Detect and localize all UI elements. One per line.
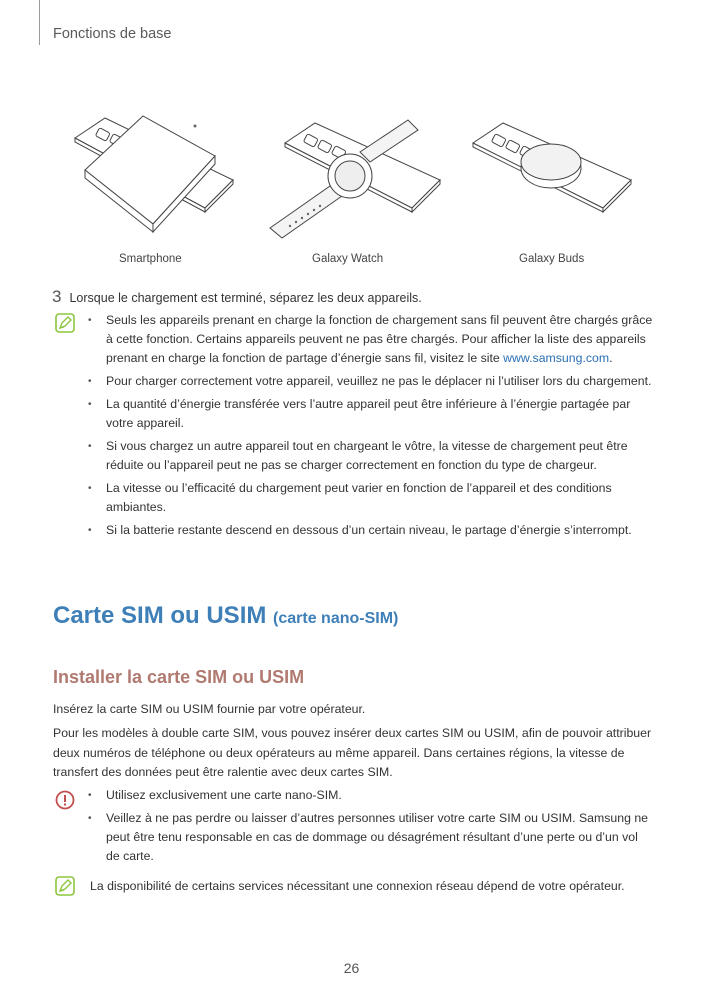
list-item: • Si la batterie restante descend en dessous d’un certain niveau, le partage d’énergie s’interrompt.: [88, 521, 653, 540]
step-number: 3: [52, 287, 62, 306]
figure-smartphone: [55, 98, 245, 265]
section-title-sub: (carte nano-SIM): [273, 610, 399, 627]
note-icon: [55, 313, 75, 333]
warnings-list: [88, 786, 653, 870]
list-item: • Pour charger correctement votre appareil, veuillez ne pas le déplacer ni l’utiliser lors du chargement.: [88, 372, 653, 391]
figure-galaxy-watch: [260, 98, 450, 265]
figure-caption-galaxy-buds: Galaxy Buds: [519, 253, 585, 265]
paragraph-dual-sim: [53, 724, 653, 783]
paragraph-text: Pour les modèles à double carte SIM, vous pouvez insérer deux cartes SIM ou USIM, afin de pouvoir attribuer deux numéros de téléphone ou deux opérateurs au même appareil. Dans certaines régions, la vitesse de transfert des données peut être ralentie avec deux cartes SIM.: [53, 726, 652, 779]
step-3: [52, 287, 422, 307]
page-number: 26: [343, 960, 360, 976]
buds-charging-illustration: [463, 98, 653, 248]
illustrations: [55, 98, 653, 273]
section-title: [53, 602, 398, 630]
header-title: Fonctions de base: [53, 26, 172, 42]
watch-charging-illustration: [260, 98, 450, 248]
list-item: • La vitesse ou l’efficacité du chargement peut varier en fonction de l’appareil et des conditions ambiantes.: [88, 479, 653, 517]
figure-caption-galaxy-watch: Galaxy Watch: [312, 253, 384, 265]
figure-caption-smartphone: Smartphone: [119, 253, 182, 265]
smartphone-charging-illustration: [55, 98, 245, 248]
list-item: • Si vous chargez un autre appareil tout en chargeant le vôtre, la vitesse de chargement peut être réduite ou l’appareil peut ne pas se charger correctement en fonction du type de chargeur.: [88, 437, 653, 475]
note-icon: [55, 876, 75, 896]
list-item: • Veillez à ne pas perdre ou laisser d’autres personnes utiliser votre carte SIM ou USIM. Samsung ne peut être tenu responsable en cas de dommage ou désagrément résultant d’une perte ou d’un vol de carte.: [88, 809, 653, 866]
step-text: Lorsque le chargement est terminé, séparez les deux appareils.: [69, 291, 422, 305]
header-rule: [39, 0, 40, 45]
notes-list: [88, 311, 653, 544]
subsection-title: Installer la carte SIM ou USIM: [53, 667, 305, 687]
samsung-link[interactable]: www.samsung.com: [503, 351, 610, 365]
list-item: • Utilisez exclusivement une carte nano-SIM.: [88, 786, 653, 805]
paragraph-text: Insérez la carte SIM ou USIM fournie par votre opérateur.: [53, 702, 366, 716]
note-network: La disponibilité de certains services nécessitant une connexion réseau dépend de votre opérateur.: [90, 879, 625, 893]
warning-icon: [55, 790, 75, 810]
list-item: • La quantité d’énergie transférée vers l’autre appareil peut être inférieure à l’énergie partagée par votre appareil.: [88, 395, 653, 433]
paragraph-insert: [53, 700, 653, 720]
figure-galaxy-buds: [463, 98, 653, 265]
list-item: • Seuls les appareils prenant en charge la fonction de chargement sans fil peuvent être chargés grâce à cette fonction. Certains appareils peuvent ne pas être chargés. Pour afficher la liste des appareils prenant en charge la fonction de partage d’énergie sans fil, visitez le site www.samsung.com.: [88, 311, 653, 368]
section-title-main: Carte SIM ou USIM: [53, 602, 267, 629]
